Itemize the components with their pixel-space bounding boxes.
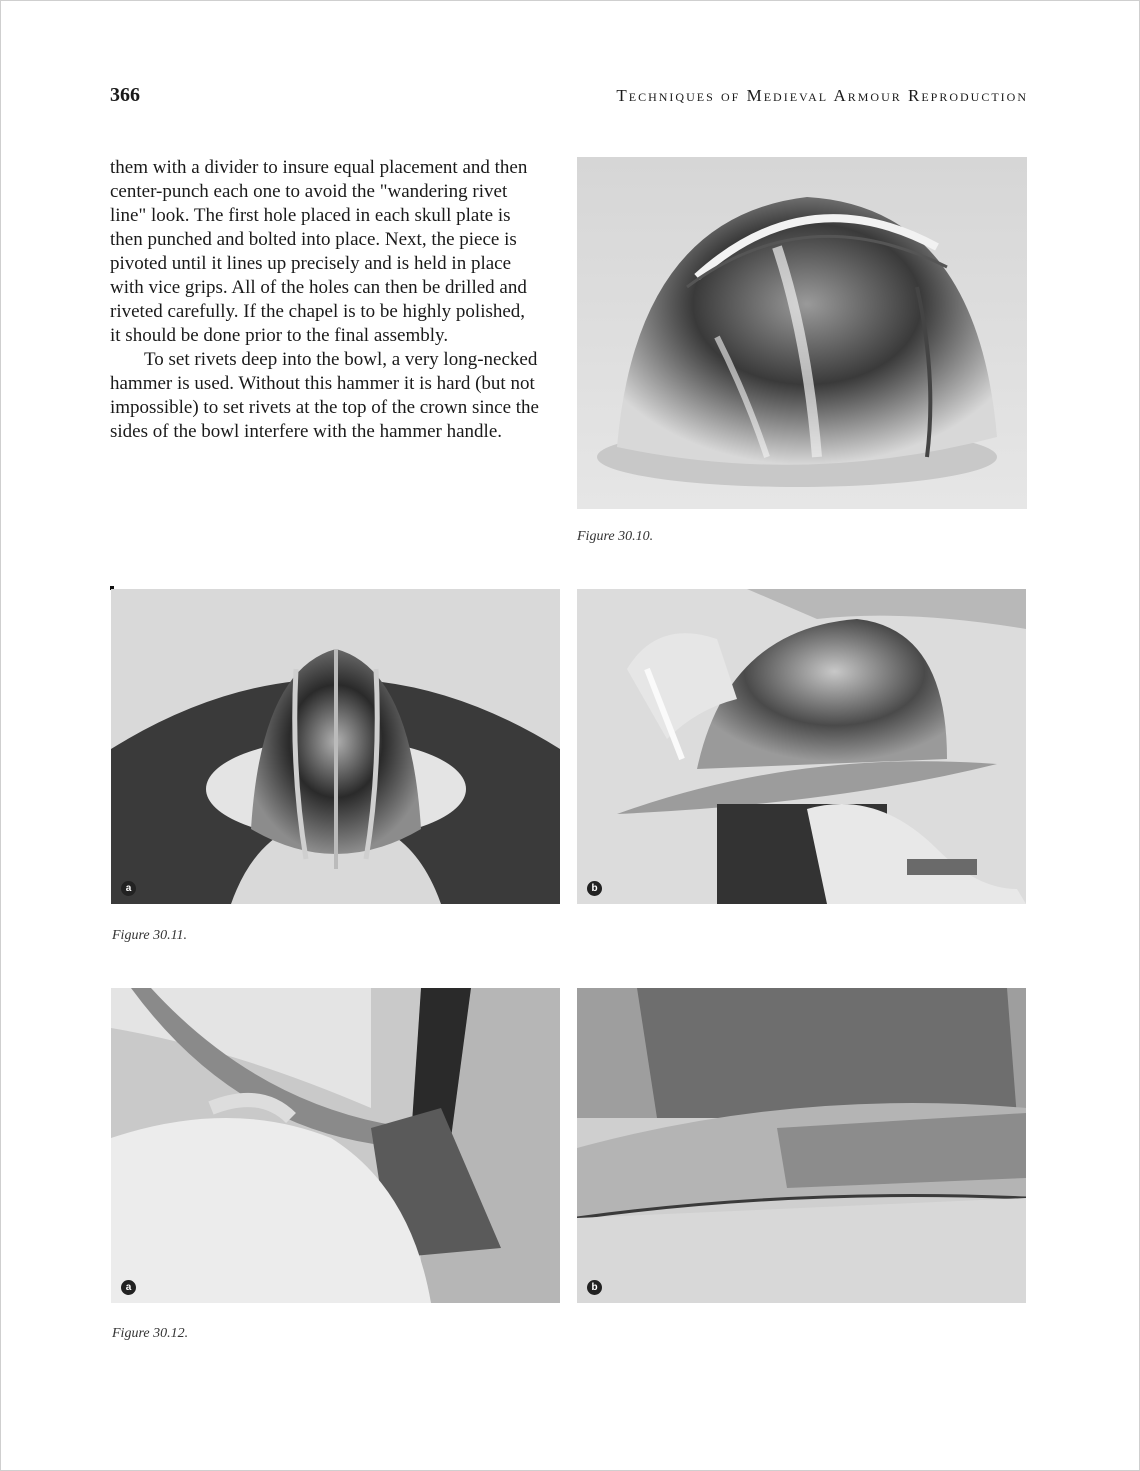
paragraph-1: them with a divider to insure equal placement and then center-punch each one to avoid the "wandering rivet line" look. The first hole placed in each skull plate is then punched and bolted into place. Next, the piece is pivoted until it lines up precisely and is held in place with vice grips. All of the holes can then be drilled and riveted carefully. If the chapel is to be highly polished, it should be done prior to the final assembly. bbox=[110, 157, 528, 346]
figure-30-12b-photo bbox=[577, 988, 1026, 1303]
page-number: 366 bbox=[110, 84, 140, 106]
figure-30-12-caption: Figure 30.12. bbox=[112, 1326, 189, 1341]
figure-30-12b-label: b bbox=[587, 1280, 602, 1295]
figure-30-11b-label: b bbox=[587, 881, 602, 896]
figure-30-12a-photo bbox=[111, 988, 560, 1303]
figure-30-10-caption: Figure 30.10. bbox=[577, 529, 654, 544]
figure-30-11b-photo bbox=[577, 589, 1026, 904]
body-text bbox=[110, 156, 540, 444]
figure-30-11-caption: Figure 30.11. bbox=[112, 928, 188, 943]
figure-30-10-photo bbox=[577, 157, 1027, 509]
figure-30-11a-photo bbox=[111, 589, 560, 904]
running-head: Techniques of Medieval Armour Reproduction bbox=[616, 86, 1028, 105]
figure-30-12a-label: a bbox=[121, 1280, 136, 1295]
figure-30-11a-label: a bbox=[121, 881, 136, 896]
paragraph-2: To set rivets deep into the bowl, a very long-necked hammer is used. Without this hammer it is hard (but not impossible) to set rivets at the top of the crown since the sides of the bowl interfere with the hammer handle. bbox=[110, 349, 539, 442]
